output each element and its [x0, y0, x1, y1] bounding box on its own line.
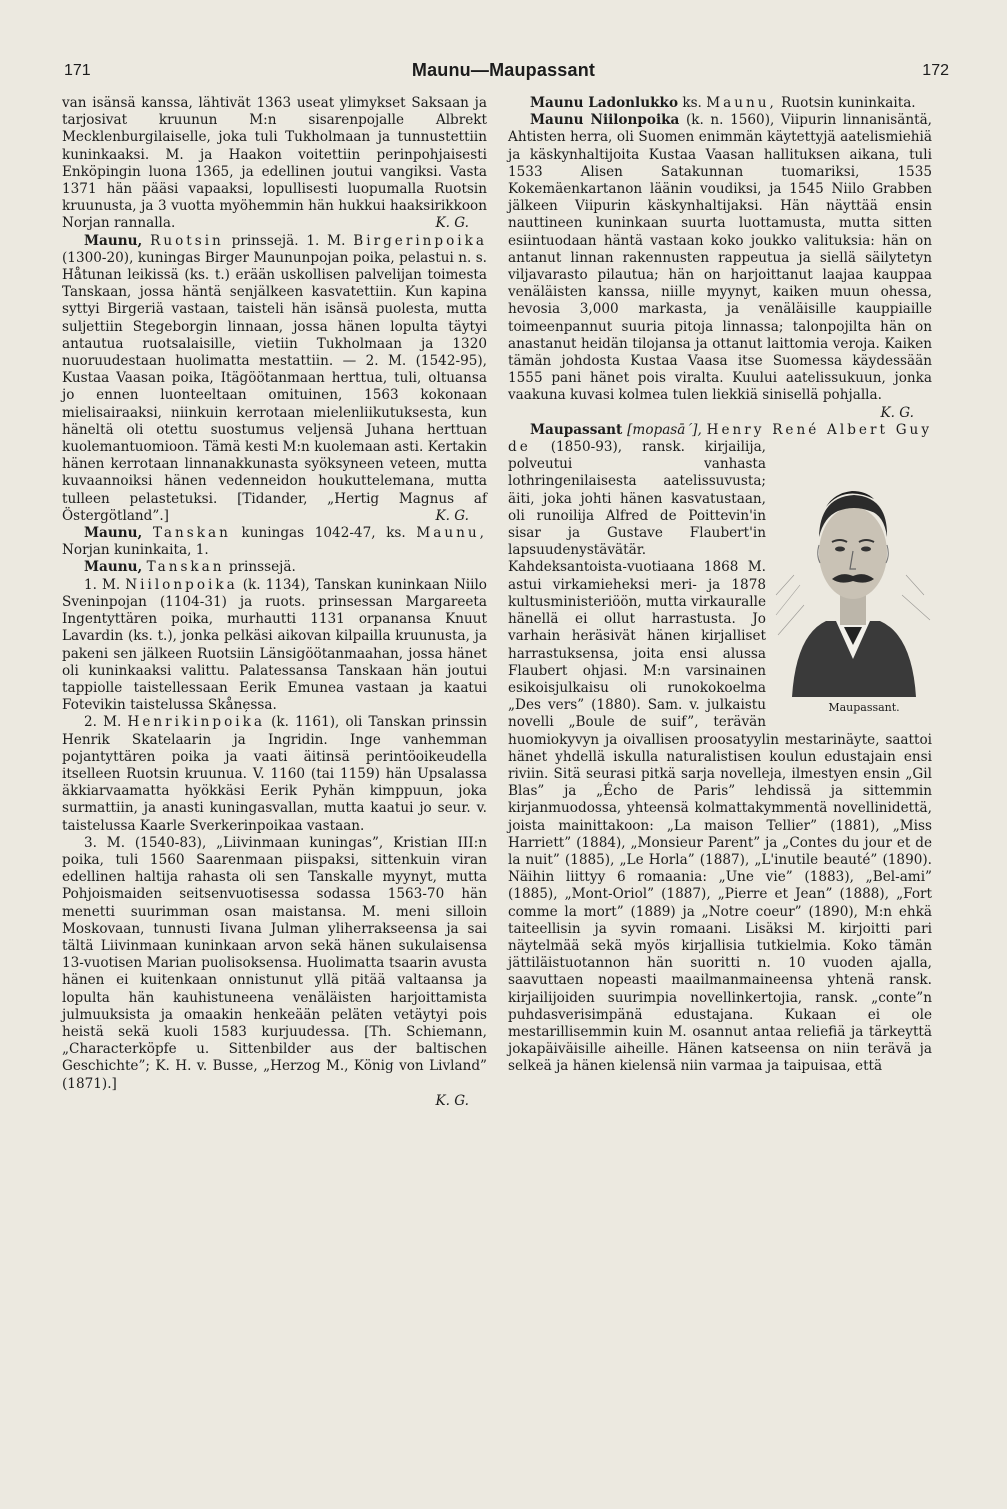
portrait-caption: Maupassant. — [828, 701, 900, 715]
author-signature: K. G. — [435, 507, 469, 524]
author-signature: K. G. — [435, 215, 469, 232]
running-title: Maunu—Maupassant — [411, 60, 596, 80]
headword: Maunu, — [84, 232, 143, 249]
entry-maunu-tanskan-prinsseja: Maunu, Tanskan prinssejä. — [84, 559, 296, 576]
entry-maupassant: Maupassant [mopasā´], Henry René Albert Guy de Maupassant. (1850-93), ransk. kirjailija, polveutui vanhasta lothringenilaisesta aatelissuvusta; äiti, joka johti hänen kasvatustaan, oli runoilija Alfred de Poittevin'in sisar ja Gustave Flaubert'in lapsuudenystävätär. Kahdeksantoista-vuotiaana 1868 M. astui virkamieheksi meri- ja 1878 kultusministeriöön, mutta virkauralle hänellä ei ollut harrastusta. Jo varhain heräsivät hänen kirjalliset harrastuksensa, joita ensi alussa Flaubert ohjasi. M:n varsinainen esikoisjulkaisu oli runokokoelma „Des vers” (1880). Sam. v. julkaistu novelli „Boule de suif”, terävän huomiokyvyn ja oivallisen proosatyylin mestarinäyte, saattoi hänet yhdellä iskulla naturalistisen koulun edustajain ensi riviin. Sitä seurasi pitkä sarja novelleja, ilmestyen ensin „Gil Blas” ja „Écho de Paris” lehdissä ja sittemmin kirjanmuodossa, yhteensä kolmattakymmentä novellinidettä, joista mainittakoon: „La maison Tellier” (1881), „Miss Harriett” (1884), „Monsieur Parent” ja „Contes du jour et de la nuit” (1885), „Le Horla” (1887), „L'inutile beauté” (1890). Näihin liittyy 6 romaania: „Une vie” (1883), „Bel-ami” (1885), „Mont-Oriol” (1887), „Pierre et Jean” (1888), „Fort comme la mort” (1889) ja „Notre coeur” (1890), M:n ehkä taiteellisin ja syvin romaani. Lisäksi M. kirjoitti pari näytelmää sekä myös kirjallisia tutkielmia. Koko tämän jättiläistuotannon hän suoritti n. 10 vuoden ajalla, saavuttaen nopeasti maailmanmaineensa yhtenä ransk. kirjailijoiden suurimpia novellinkertojia, ransk. „conte”n puhdasverisimpänä edustajana. Kukaan ei ole mestarillisemmin kuin M. osannut antaa reliefiä ja tärkeyttä jokapäiväisille aiheille. Hänen katseensa on niin terävä ja selkeä ja hänen kielensä niin varmaa ja taipuisaa, että — [508, 421, 932, 1075]
portrait-figure — [774, 445, 932, 716]
headword: Maunu Ladonlukko — [530, 95, 679, 111]
entry-maunu-niilonpoika: Maunu Niilonpoika (k. n. 1560), Viipurin linnanisäntä, Ahtisten herra, oli Suomen enimmän käytettyjä aatelismiehiä ja käskynhaltijoita Kustaa Vaasan hallituksen aikana, tuli 1533 Alisen Satakunnan tuomariksi, 1535 Kokemäenkartanon läänin voudiksi, ja 1545 Niilo Grabben jälkeen Viipurin käskynhaltijaksi. Hän näyttää ensin nauttineen kuninkaan suurta luottamusta, mutta sitten esiintuodaan häntä vastaan koko joukko valituksia: hän on antanut linnan rakennusten rappeutua ja siellä säilytetyn viljavarasto pilautua; hän on harjoittanut laajaa kauppaa venäläisten kanssa, niille myynyt, kaiken muun ohessa, hevosia 3,000 markasta, ja venäläisille kauppiaille toimeenpannut suuria pitoja linnassa; talonpojilta hän on anastanut heidän tilojansa ja ottanut laittomia veroja. Kaiken tämän johdosta Kustaa Vaasa itse Suomessa käydessään 1555 pani hänet pois viralta. Kuului aatelissukuun, jonka vaakuna kuvasi kolmea tulen liekkiä sinisellä pohjalla. K. G. — [508, 112, 932, 421]
entry-maunu-tanskan-kuningas: Maunu, Tanskan kuningas 1042-47, ks. Maunu, Norjan kuninkaita, 1. — [62, 525, 487, 559]
headword: Maunu, — [84, 559, 143, 576]
subentry-1: 1. M. Niilonpoika (k. 1134), Tanskan kuninkaan Niilo Sveninpojan (1104-31) ja ruots. prinsessan Margareeta Ingentyttären poika, murhautti 1131 orpanansa Knuut Lavardin (ks. t.), jonka pelkäsi aikovan kilpailla kruunusta, ja pakeni sen jälkeen Ruotsiin Länsigöötanmaahan, jossa hänet oli kuninkaaksi valittu. Palatessansa Tanskaan hän joutui tappiolle taistellessaan Eerik Emunea vastaan ja kaatui Fotevikin taistelussa Skåne̦ssa. — [62, 576, 487, 714]
entry-continuation: van isänsä kanssa, lähtivät 1363 useat ylimykset Saksaan ja tarjosivat kruunun M:n sisarenpojalle Albrekt Mecklenburgilaiselle, joka tuli Tukholmaan ja tunnustettiin kuninkaaksi. M. ja Haakon voitettiin perinpohjaisesti Enköpingin luona 1365, ja edellinen joutui vangiksi. Vasta 1371 hän pääsi vapaaksi, lopullisesti luopumalla Ruotsin kruunusta, ja 3 vuotta myöhemmin hän hukkui haaksirikkoon Norjan rannalla. K. G. — [62, 95, 487, 232]
author-signature: K. G. — [880, 404, 914, 421]
headword: Maunu Niilonpoika — [530, 112, 680, 129]
headword: Maunu, — [84, 525, 143, 542]
page-number-right: 172 — [922, 62, 949, 79]
subentry-2: 2. M. Henrikinpoika (k. 1161), oli Tanskan prinssin Henrik Skatelaarin ja Ingridin. Inge vanhemman pojantyttären poika ja vaati äitinsä perintöoikeudella itselleen Ruotsin kruunua. V. 1160 (tai 1159) hän Upsalassa äkkiarvaamatta hyökkäsi Eerik Pyhän kimppuun, joka surmattiin, ja anasti kuningasvallan, mutta kaatui jo seur. v. taistelussa Kaarle Sverkerinpoikaa vastaan. — [62, 714, 487, 834]
right-column — [508, 95, 932, 1076]
author-signature: K. G. — [435, 1092, 469, 1109]
page-number-left: 171 — [64, 62, 91, 79]
pronunciation: [mopasā´], — [627, 421, 702, 438]
entry-maunu-ladonlukko: Maunu Ladonlukko ks. Maunu, Ruotsin kuninkaita. — [530, 95, 916, 111]
subentry-3: 3. M. (1540-83), „Liivinmaan kuningas”, Kristian III:n poika, tuli 1560 Saarenmaan piispaksi, sittenkuin viran edellinen haltija rahasta oli sen Tanskalle myynyt, mutta Pohjoismaiden seitsenvuotisessa sodassa 1563-70 hän menetti suurimman osan maistansa. M. meni silloin Moskovaan, tunnusti Iivana Julman yliherrakseensa ja sai tältä Liivinmaan kuninkaan arvon sekä hänen sukulaisensa 13-vuotisen Marian puolisoksensa. Huolimatta tsaarin avusta hänen ei kuitenkaan onnistunut yllä pitää valtaansa ja lopulta hän kauhistuneena venäläisten harjoittamista julmuuksista ja omaakin henkeään peläten vetäytyi pois heistä sekä kuoli 1583 kurjuudessa. [Th. Schiemann, „Characterköpfe u. Sittenbilder aus der baltischen Geschichte”; K. H. v. Busse, „Herzog M., König von Livland” (1871).] — [62, 834, 487, 1092]
entry-maunu-ruotsin-prinsseja: Maunu, Ruotsin prinssejä. 1. M. Birgerinpoika (1300-20), kuningas Birger Maununpojan poika, pelastui n. s. Håtunan leikissä (ks. t.) erään uskollisen palvelijan toimesta Tanskaan, jossa häntä senjälkeen kasvatettiin. Kun kapina syttyi Birgeriä vastaan, taisteli hän isänsä puolesta, mutta suljettiin Stegeborgin linnaan, jossa hänen lopulta täytyi antautua ruotsalaisille, vietiin Tukholmaan ja 1320 nuoruudestaan huolimatta mestattiin. — 2. M. (1542-95), Kustaa Vaasan poika, Itägöötanmaan herttua, tuli, oltuansa jo ennen luonteeltaan omituinen, 1563 kokonaan mielisairaaksi, niinkuin kerrotaan mielenliikutuksesta, kun häneltä oli otettu suostumus veljensä Juhana herttuan kuolemantuomioon. Tämä kesti M:n kuolemaan asti. Kertakin hänen kerrotaan linnanakkunasta syöksyneen veteen, mutta kuvaannoiksi hänen vedenneidon houkuttelemana, mutta tulleen pelastetuksi. [Tidander, „Hertig Magnus af Östergötland”.] K. G. — [62, 232, 487, 524]
left-column — [62, 95, 487, 1110]
page-header — [58, 58, 949, 86]
headword: Maupassant — [530, 421, 623, 438]
portrait-image — [774, 445, 932, 697]
